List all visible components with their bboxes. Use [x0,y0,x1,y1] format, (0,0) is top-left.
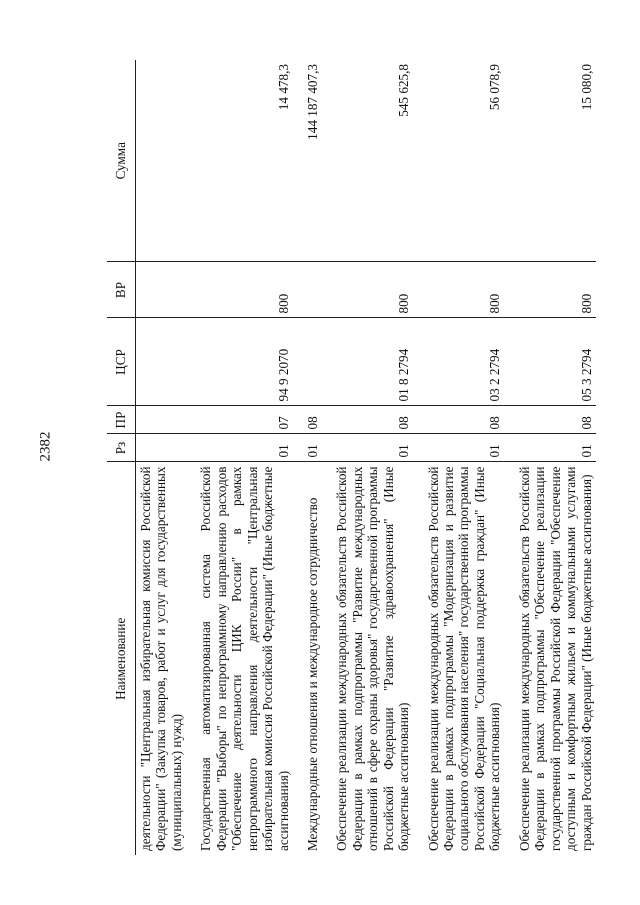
rotated-table-container [107,60,592,855]
row-csr: 94 9 2070 [196,318,293,406]
row-vr: 800 [515,262,596,318]
row-rz: 01 [303,434,322,462]
table-header-row [107,60,136,855]
page-number: 2382 [37,431,54,462]
row-pr: 08 [332,406,413,434]
row-csr [136,318,187,406]
row-sum: 56 078,9 [487,64,503,111]
row-rz: 01 [424,434,505,462]
row-pr [136,406,187,434]
row-pr: 08 [515,406,596,434]
row-name: Международные отношения и международное сотрудничество [303,462,322,855]
header-name: Наименование [107,462,136,855]
row-csr [303,318,322,406]
row-vr [136,262,187,318]
row-sum: 144 187 407,3 [304,64,320,140]
row-sum [136,60,187,262]
row-vr: 800 [424,262,505,318]
table-row [196,60,293,855]
row-name: Обеспечение реализации международных обязательств Российской Федерации в рамках подпрограммы "Обеспечение реализации государственной программы Российской Федерации "Обеспечение доступным и комфортным жильем и коммунальными услугами граждан Российской Федерации" (Иные бюджетные ассигнования) [515,462,596,855]
row-name: Обеспечение реализации международных обязательств Российской Федерации в рамках подпрограммы "Модернизация и развитие социального обслуживания населения" государственной программы Российской Федерации "Социальная поддержка граждан" (Иные бюджетные ассигнования) [424,462,505,855]
row-rz: 01 [515,434,596,462]
row-sum: 14 478,3 [275,64,291,111]
row-name: деятельности "Центральная избирательная комиссия Российской Федерации" (Закупка товаров, работ и услуг для государственных (муниципальных) нужд) [136,462,187,855]
row-rz: 01 [196,434,293,462]
row-vr [303,262,322,318]
header-rz: Рз [107,434,136,462]
row-name: Государственная автоматизированная система Российской Федерации "Выборы" по непрограммному направлению расходов "Обеспечение деятельности ЦИК России" в рамках непрограммного направления деятельности "Центральная избирательная комиссия Российской Федерации" (Иные бюджетные ассигнования) [196,462,293,855]
row-csr: 03 2 2794 [424,318,505,406]
row-pr: 08 [303,406,322,434]
row-csr: 05 3 2794 [515,318,596,406]
row-rz [136,434,187,462]
table-row [303,60,322,855]
budget-table [107,60,596,855]
table-row [136,60,187,855]
row-csr: 01 8 2794 [332,318,413,406]
row-rz: 01 [332,434,413,462]
header-vr: ВР [107,262,136,318]
row-sum: 545 625,8 [396,64,412,117]
header-pr: ПР [107,406,136,434]
row-sum: 15 080,0 [578,64,594,111]
table-row [515,60,596,855]
row-name: Обеспечение реализации международных обязательств Российской Федерации в рамках подпрограммы "Развитие международных отношений в сфере охраны здоровья" государственной программы Российской Федерации "Развитие здравоохранения" (Иные бюджетные ассигнования) [332,462,413,855]
table-row [332,60,413,855]
header-csr: ЦСР [107,318,136,406]
header-sum: Сумма [107,60,136,262]
row-pr: 07 [196,406,293,434]
row-vr: 800 [332,262,413,318]
row-vr: 800 [196,262,293,318]
table-row [424,60,505,855]
row-pr: 08 [424,406,505,434]
